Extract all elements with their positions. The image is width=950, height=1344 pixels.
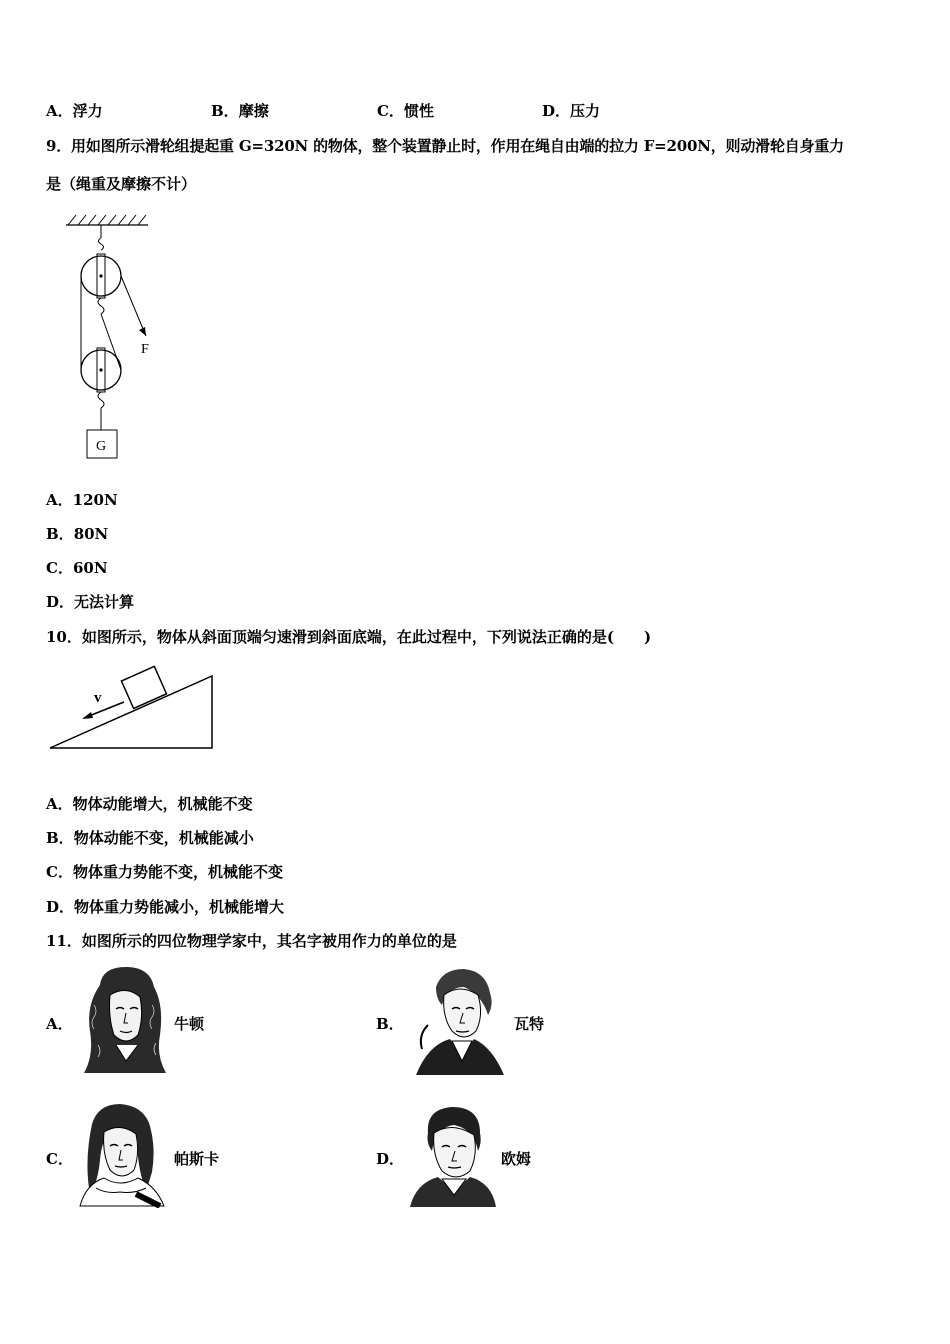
weight-label: G (96, 439, 107, 454)
q9-option-b (46, 524, 108, 544)
pascal-portrait-image (76, 1102, 166, 1208)
q8-option-d (542, 101, 600, 121)
option-letter: C． (377, 102, 404, 120)
q11-option-c-letter: C． (46, 1150, 73, 1168)
q11-option-c-name: 帕斯卡 (174, 1150, 220, 1168)
option-letter: C． (46, 559, 73, 577)
q11-option-d-letter: D． (376, 1150, 405, 1168)
pulley-system-figure (60, 208, 170, 464)
q10-stem: 10．如图所示，物体从斜面顶端匀速滑到斜面底端，在此过程中，下列说法正确的是( ) (46, 628, 652, 646)
q10-option-b (46, 828, 254, 848)
option-text: 浮力 (72, 102, 103, 120)
option-letter: C． (46, 863, 73, 881)
q9-stem-line1: 9．用如图所示滑轮组提起重 G=320N 的物体，整个装置静止时，作用在绳自由端的拉力 F=200N，则动滑轮自身重力 (46, 137, 844, 155)
option-letter: A． (46, 491, 73, 509)
option-letter: B． (211, 102, 239, 120)
q11-option-a-name: 牛顿 (174, 1015, 205, 1033)
q9-option-c (46, 558, 108, 578)
q8-options (46, 101, 746, 123)
q8-option-b (211, 101, 269, 121)
q9-option-a (46, 490, 118, 510)
q9-option-d (46, 592, 134, 612)
option-letter: B． (46, 829, 74, 847)
newton-portrait-image (80, 965, 172, 1075)
q11-option-d-name: 欧姆 (501, 1150, 532, 1168)
q8-option-a (46, 101, 103, 121)
option-text: 无法计算 (74, 593, 135, 611)
option-text: 物体动能增大，机械能不变 (72, 795, 253, 813)
q11-option-b-letter: B． (376, 1015, 404, 1033)
ohm-portrait-image (408, 1103, 498, 1209)
option-text: 压力 (570, 102, 601, 120)
watt-portrait-image (408, 965, 508, 1077)
force-label: F (141, 342, 149, 357)
incline-figure (46, 660, 218, 752)
option-letter: A． (46, 102, 73, 120)
q9-stem-line2: 是（绳重及摩擦不计） (46, 175, 197, 193)
option-text: 物体重力势能不变，机械能不变 (72, 863, 283, 881)
option-text: 惯性 (403, 102, 434, 120)
q10-option-c (46, 862, 283, 882)
option-letter: D． (46, 593, 75, 611)
option-letter: D． (46, 898, 75, 916)
q10-option-a (46, 794, 253, 814)
q10-option-d (46, 897, 284, 917)
option-text: 60N (72, 559, 108, 577)
option-letter: D． (542, 102, 571, 120)
q8-option-c (377, 101, 434, 121)
q11-option-b-name: 瓦特 (514, 1015, 545, 1033)
velocity-label: v (94, 690, 102, 706)
option-text: 80N (73, 525, 109, 543)
option-text: 摩擦 (238, 102, 269, 120)
option-text: 物体重力势能减小，机械能增大 (74, 898, 285, 916)
option-letter: B． (46, 525, 74, 543)
q11-stem: 11．如图所示的四位物理学家中，其名字被用作力的单位的是 (46, 932, 457, 950)
option-text: 120N (72, 491, 118, 509)
option-letter: A． (46, 795, 73, 813)
option-text: 物体动能不变，机械能减小 (73, 829, 254, 847)
q11-option-a-letter: A． (46, 1015, 73, 1033)
